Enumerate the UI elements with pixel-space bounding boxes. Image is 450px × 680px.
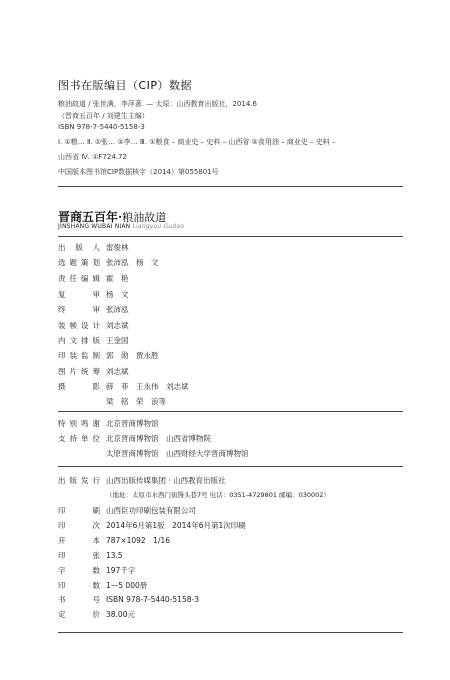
credit-label: 出 版 人 bbox=[58, 243, 100, 252]
cip-line-classification-cont: 山西省 Ⅳ. ①F724.72 bbox=[58, 153, 127, 161]
pub-label: 字 数 bbox=[58, 566, 100, 575]
pub-value: 1—5 000册 bbox=[106, 581, 148, 590]
title-divider bbox=[58, 236, 403, 237]
book-subtitle: 粮油故道 bbox=[122, 211, 167, 224]
series-title: 晋商五百年 bbox=[58, 210, 119, 224]
credit-label: 终 审 bbox=[58, 305, 100, 314]
credit-row bbox=[58, 273, 129, 284]
thanks-label: 支持单位 bbox=[58, 434, 100, 443]
pub-row bbox=[58, 594, 199, 605]
credit-row bbox=[58, 289, 129, 300]
thanks-label: 特别鸣谢 bbox=[58, 419, 100, 428]
credit-label: 图片统筹 bbox=[58, 367, 100, 376]
cip-line-isbn: ISBN 978-7-5440-5158-3 bbox=[58, 123, 145, 131]
pub-row bbox=[58, 475, 226, 486]
credit-label: 摄 影 bbox=[58, 382, 100, 391]
thanks-row bbox=[58, 418, 159, 429]
cip-line-record-number: 中国版本图书馆CIP数据核字（2014）第055801号 bbox=[58, 168, 219, 176]
pub-value: 山西出版传媒集团 · 山西教育出版社 bbox=[106, 476, 226, 485]
pub-row bbox=[58, 550, 123, 561]
pub-row bbox=[58, 520, 246, 531]
pub-address: （地址：太原市水西门街馒头巷7号 电话：0351-4729801 邮编：030002） bbox=[106, 491, 330, 499]
thanks-row bbox=[58, 433, 211, 444]
book-pinyin: Liangyou Gudao bbox=[132, 223, 185, 230]
credit-value: 张沛泓 杨 文 bbox=[106, 258, 159, 267]
credit-label: 责任编辑 bbox=[58, 274, 100, 283]
cip-line-series: （晋商五百年 / 刘建生主编） bbox=[58, 112, 149, 120]
credit-row bbox=[58, 242, 129, 253]
title-separator-dot: · bbox=[118, 210, 123, 224]
pub-row bbox=[58, 580, 147, 591]
pub-value: 2014年6月第1版 2014年6月第1次印刷 bbox=[106, 521, 246, 530]
pub-label: 定 价 bbox=[58, 610, 100, 619]
credit-value: 薛 菲 王永伟 刘志斌 bbox=[106, 382, 189, 391]
thanks-value: 北京晋商博物馆 bbox=[106, 419, 159, 428]
credit-label: 内文排版 bbox=[58, 336, 100, 345]
cip-heading: 图书在版编目（CIP）数据 bbox=[58, 79, 193, 92]
credit-value: 王金国 bbox=[106, 336, 129, 345]
credit-row bbox=[58, 350, 159, 361]
cip-line-classification: Ⅰ. ①粮… Ⅱ. ①张… ②李… Ⅲ. ①粮食 – 商业史 – 史料 – 山西省 ②食用油 – 商业史 – 史料 – bbox=[58, 138, 336, 146]
credit-row bbox=[58, 381, 189, 392]
credit-label: 装帧设计 bbox=[58, 321, 100, 330]
thanks-row bbox=[58, 448, 249, 459]
credit-value: 霍 艳 bbox=[106, 274, 129, 283]
credit-value: 张沛泓 bbox=[106, 305, 129, 314]
pub-row bbox=[58, 505, 196, 516]
pub-label: 开 本 bbox=[58, 536, 100, 545]
pub-value: 787×1092 1/16 bbox=[106, 536, 171, 545]
credit-row bbox=[58, 320, 129, 331]
credit-value: 雷俊林 bbox=[106, 243, 129, 252]
credit-row bbox=[58, 366, 129, 377]
credit-value: 刘志斌 bbox=[106, 321, 129, 330]
pub-value: 197千字 bbox=[106, 566, 136, 575]
thanks-divider bbox=[58, 466, 403, 467]
credit-label: 复 审 bbox=[58, 290, 100, 299]
pub-value: 13.5 bbox=[106, 551, 123, 560]
credit-value: 杨 文 bbox=[106, 290, 129, 299]
credit-row bbox=[58, 304, 129, 315]
pub-row bbox=[58, 565, 135, 576]
pub-label: 印 次 bbox=[58, 521, 100, 530]
pub-value: ISBN 978-7-5440-5158-3 bbox=[106, 595, 199, 604]
pub-label: 印 数 bbox=[58, 581, 100, 590]
credit-value: 刘志斌 bbox=[106, 367, 129, 376]
thanks-value: 北京晋商博物馆 山西省博物院 bbox=[106, 434, 211, 443]
title-pinyin bbox=[58, 223, 184, 230]
pub-label: 书 号 bbox=[58, 595, 100, 604]
credit-label: 选题策划 bbox=[58, 258, 100, 267]
cip-line-title: 粮油故道 / 张世满，李萍著. — 太原：山西教育出版社，2014.6 bbox=[58, 100, 257, 108]
credit-row bbox=[58, 257, 159, 268]
pub-label: 出版发行 bbox=[58, 476, 100, 485]
credit-row bbox=[58, 335, 129, 346]
credits-divider bbox=[58, 411, 403, 412]
pub-value: 38.00元 bbox=[106, 610, 135, 619]
pub-row bbox=[58, 609, 135, 620]
credit-value: 梁 铭 荣 浪等 bbox=[106, 397, 166, 406]
thanks-value: 太原晋商博物馆 山西财经大学晋商博物馆 bbox=[106, 449, 249, 458]
pub-label: 印 刷 bbox=[58, 506, 100, 515]
bottom-divider bbox=[58, 632, 403, 633]
credit-value: 郭 勋 贾永胜 bbox=[106, 351, 159, 360]
pub-row bbox=[58, 490, 330, 499]
credit-row bbox=[58, 396, 166, 407]
series-pinyin: JINSHANG WUBAI NIAN bbox=[58, 223, 131, 230]
credit-label: 印装监制 bbox=[58, 351, 100, 360]
cip-divider bbox=[58, 186, 403, 187]
pub-row bbox=[58, 535, 170, 546]
pub-label: 印 张 bbox=[58, 551, 100, 560]
pub-value: 山西臣功印刷包装有限公司 bbox=[106, 506, 196, 515]
